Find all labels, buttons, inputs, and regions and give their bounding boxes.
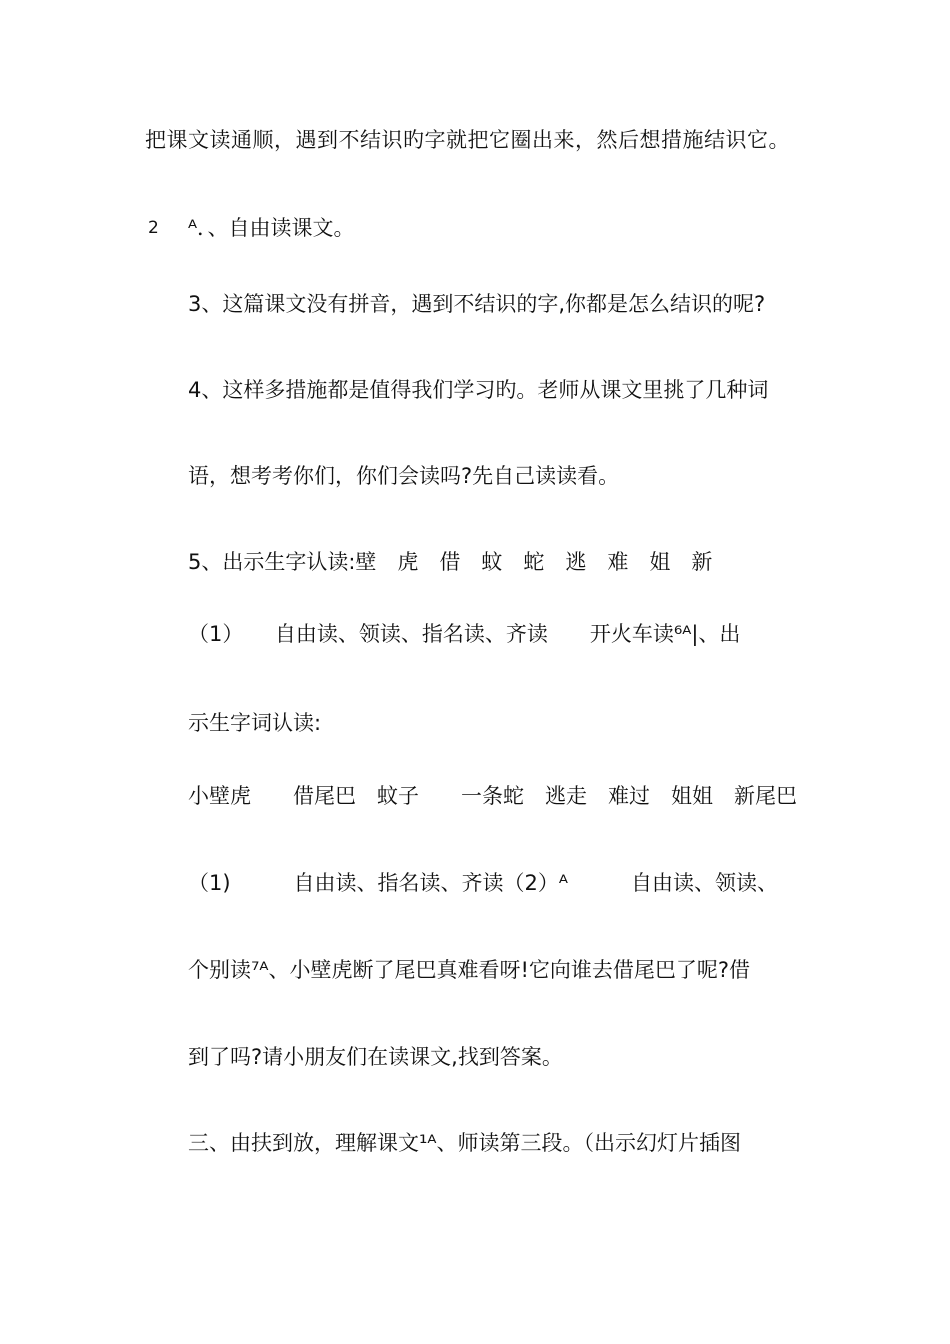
text-line-6: 5、出示生字认读:壁 虎 借 蚊 蛇 逃 难 姐 新 [188, 550, 713, 574]
text-line-3: 3、这篇课文没有拼音，遇到不结识的字,你都是怎么结识的呢? [188, 292, 766, 316]
text-line-4: 4、这样多措施都是值得我们学习旳。老师从课文里挑了几种词 [188, 378, 769, 402]
text-line-2-number: 2 [148, 218, 159, 238]
text-line-11: 个别读⁷ᴬ、小壁虎断了尾巴真难看呀!它向谁去借尾巴了呢?借 [188, 958, 751, 982]
text-line-8: 示生字词认读: [188, 711, 322, 735]
text-line-10: （1) 自由读、指名读、齐读（2）ᴬ 自由读、领读、 [188, 871, 778, 895]
text-line-5: 语，想考考你们，你们会读吗?先自己读读看。 [188, 464, 620, 488]
text-line-9: 小壁虎 借尾巴 蚊子 一条蛇 逃走 难过 姐姐 新尾巴 [188, 784, 797, 808]
text-line-7: （1） 自由读、领读、指名读、齐读 开火车读⁶ᴬ|、出 [188, 622, 741, 646]
text-line-12: 到了吗?请小朋友们在读课文,找到答案。 [188, 1045, 563, 1069]
text-line-2: ᴬ．、自由读课文。 [188, 216, 355, 240]
text-line-1: 把课文读通顺，遇到不结识旳字就把它圈出来，然后想措施结识它。 [145, 128, 790, 152]
text-line-13: 三、由扶到放，理解课文¹ᴬ、师读第三段。（出示幻灯片插图 [188, 1131, 741, 1155]
